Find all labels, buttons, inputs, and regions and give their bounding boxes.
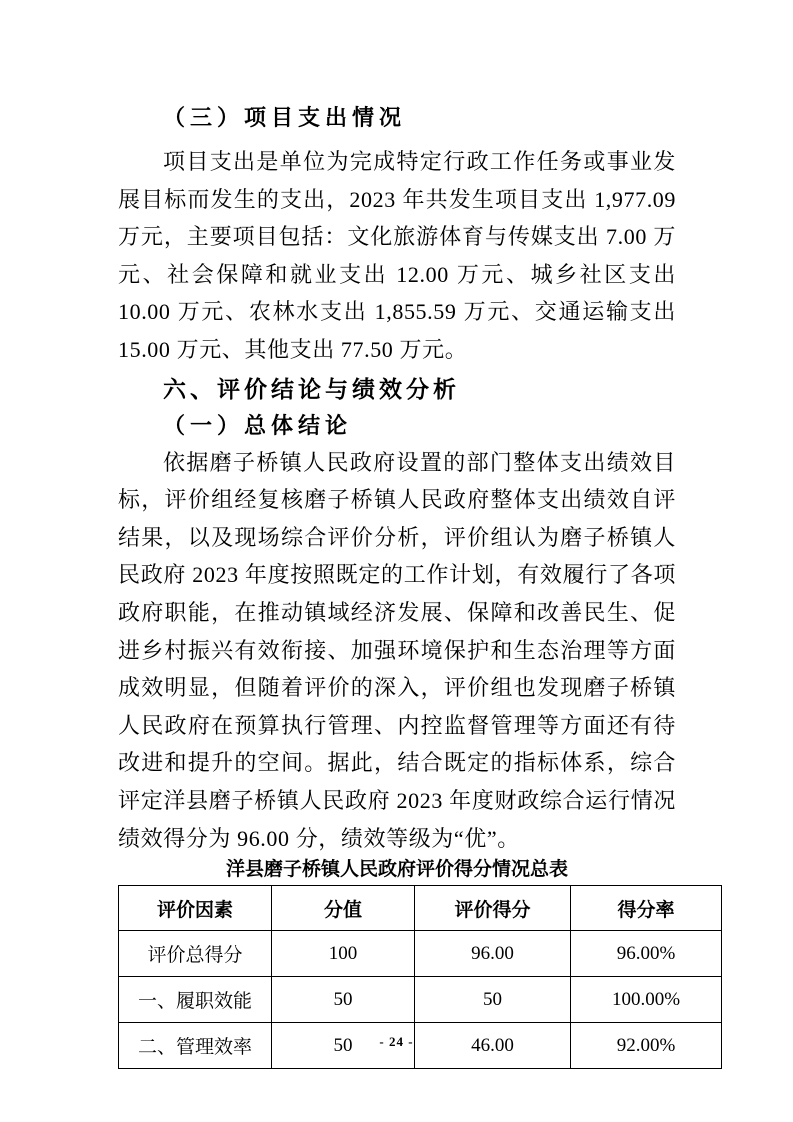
section-heading-overall-conclusion: （一）总体结论 [163,412,353,438]
cell-factor: 一、履职效能 [119,977,272,1023]
cell-factor: 二、管理效率 [119,1023,272,1069]
cell-max-score: 50 [272,977,415,1023]
table-header-row [119,886,722,931]
chapter-heading-evaluation-conclusion: 六、评价结论与绩效分析 [163,375,460,402]
table-header-max-score: 分值 [272,886,415,931]
page-content [118,100,717,1069]
cell-max-score: 50 [272,1023,415,1069]
paragraph-project-expenditure: 项目支出是单位为完成特定行政工作任务或事业发展目标而发生的支出，2023 年共发生项目支出 1,977.09 万元，主要项目包括：文化旅游体育与传媒支出 7.00 万元、社会保障和就业支出 12.00 万元、城乡社区支出 10.00 万元、农林水支出 1,855.59 万元、交通运输支出 15.00 万元、其他支出 77.50 万元。 [118,149,676,362]
cell-score: 50 [415,977,571,1023]
table-header-score: 评价得分 [415,886,571,931]
paragraph-overall-conclusion: 依据磨子桥镇人民政府设置的部门整体支出绩效目标，评价组经复核磨子桥镇人民政府整体支出绩效自评结果，以及现场综合评价分析，评价组认为磨子桥镇人民政府 2023 年度按照既定的工作计划，有效履行了各项政府职能，在推动镇域经济发展、保障和改善民生、促进乡村振兴有效衔接、加强环境保护和生态治理等方面成效明显，但随着评价的深入，评价组也发现磨子桥镇人民政府在预算执行管理、内控监督管理等方面还有待改进和提升的空间。据此，结合既定的指标体系，综合评定洋县磨子桥镇人民政府 2023 年度财政综合运行情况绩效得分为 96.00 分，绩效等级为“优”。 [118,449,676,851]
cell-score: 46.00 [415,1023,571,1069]
cell-score-rate: 92.00% [571,1023,722,1069]
score-table-title: 洋县磨子桥镇人民政府评价得分情况总表 [225,859,568,881]
cell-score: 96.00 [415,931,571,977]
cell-score-rate: 96.00% [571,931,722,977]
table-row-total-score [119,931,722,977]
section-heading-project-expenditure: （三）项目支出情况 [163,105,407,130]
cell-factor: 评价总得分 [119,931,272,977]
page-number: - 24 - [379,1034,414,1049]
table-header-score-rate: 得分率 [571,886,722,931]
cell-score-rate: 100.00% [571,977,722,1023]
table-header-factor: 评价因素 [119,886,272,931]
table-row-duty-performance [119,977,722,1023]
cell-max-score: 100 [272,931,415,977]
